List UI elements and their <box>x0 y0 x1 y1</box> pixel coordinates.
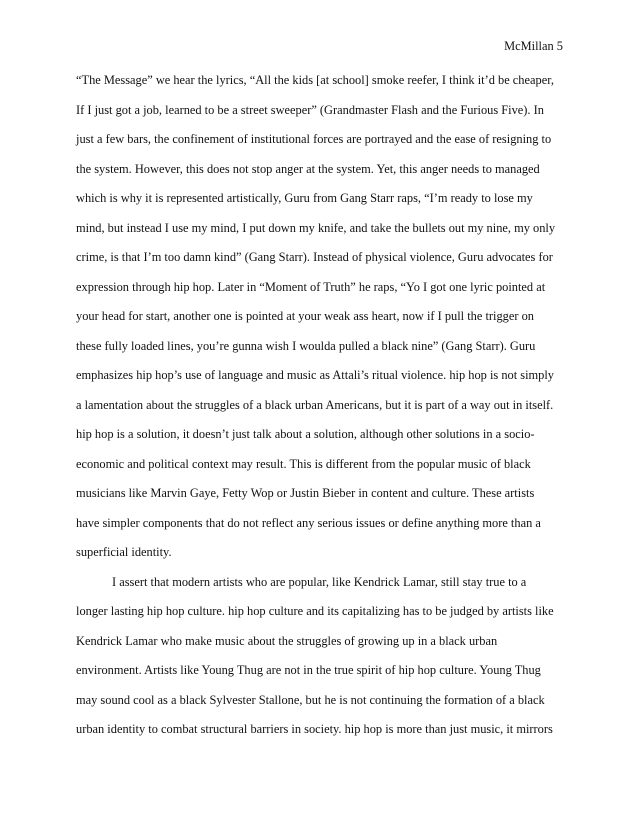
text-line: may sound cool as a black Sylvester Stallone, but he is not continuing the formation of a black <box>76 692 545 707</box>
paragraph-2 <box>76 568 576 745</box>
text-line: economic and political context may result. This is different from the popular music of black <box>76 456 531 471</box>
text-line: a lamentation about the struggles of a black urban Americans, but it is part of a way out in itself. <box>76 397 554 412</box>
text-line: Kendrick Lamar who make music about the struggles of growing up in a black urban <box>76 633 498 648</box>
text-line: urban identity to combat structural barriers in society. hip hop is more than just music, it mirrors <box>76 722 553 736</box>
text-line: which is why it is represented artistically, Guru from Gang Starr raps, “I’m ready to lose my <box>76 191 533 205</box>
text-line: “The Message” we hear the lyrics, “All the kids [at school] smoke reefer, I think it’d be cheaper, <box>76 73 554 87</box>
text-line: the system. However, this does not stop anger at the system. Yet, this anger needs to managed <box>76 161 540 176</box>
text-line: I assert that modern artists who are popular, like Kendrick Lamar, still stay true to a <box>112 574 527 589</box>
text-line: longer lasting hip hop culture. hip hop culture and its capitalizing has to be judged by artists like <box>76 604 554 618</box>
text-line: have simpler components that do not reflect any serious issues or define anything more than a <box>76 515 541 530</box>
text-line: mind, but instead I use my mind, I put down my knife, and take the bullets out my nine, my only <box>76 220 556 235</box>
text-line: expression through hip hop. Later in “Moment of Truth” he raps, “Yo I got one lyric pointed at <box>76 279 546 294</box>
text-line: If I just got a job, learned to be a street sweeper” (Grandmaster Flash and the Furious Five). In <box>76 102 544 117</box>
text-line: your head for start, another one is pointed at your weak ass heart, now if I pull the trigger on <box>76 309 534 323</box>
paragraph-1 <box>76 66 576 568</box>
text-line: just a few bars, the confinement of institutional forces are portrayed and the ease of resigning to <box>76 132 552 146</box>
text-line: crime, is that I’m too damn kind” (Gang Starr). Instead of physical violence, Guru advocates for <box>76 250 553 264</box>
text-line: musicians like Marvin Gaye, Fetty Wop or Justin Bieber in content and culture. These artists <box>76 486 535 500</box>
text-line: emphasizes hip hop’s use of language and music as Attali’s ritual violence. hip hop is not simply <box>76 368 554 382</box>
text-line: superficial identity. <box>76 545 172 559</box>
text-line: hip hop is a solution, it doesn’t just talk about a solution, although other solutions in a socio- <box>76 427 535 441</box>
text-line: these fully loaded lines, you’re gunna wish I woulda pulled a black nine” (Gang Starr). Guru <box>76 338 536 353</box>
body-text <box>76 66 576 745</box>
text-line: environment. Artists like Young Thug are not in the true spirit of hip hop culture. Young Thug <box>76 663 541 677</box>
running-head: McMillan 5 <box>504 39 563 53</box>
